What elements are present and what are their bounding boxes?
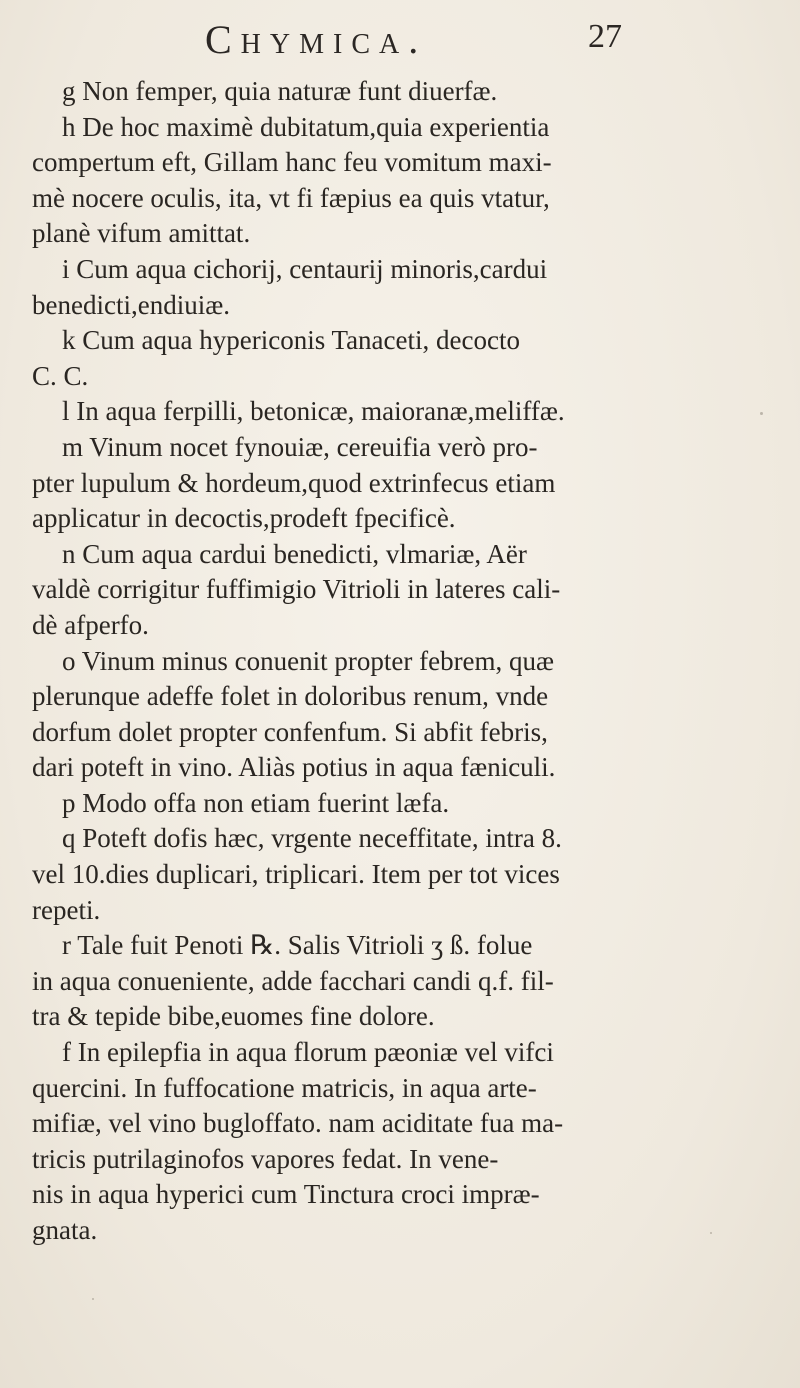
running-head: Chymica. — [205, 17, 428, 62]
text-line: tricis putrilaginofos vapores fedat. In vene- — [32, 1143, 499, 1174]
footnotes-text — [32, 74, 644, 1249]
text-line: dè afperfo. — [32, 609, 149, 640]
text-line: plerunque adeffe folet in doloribus renum, vnde — [32, 681, 549, 712]
text-line: dorfum dolet propter confenfum. Si abfit febris, — [32, 716, 548, 747]
text-line: benedicti,endiuiæ. — [32, 289, 230, 320]
text-line: m Vinum nocet fynouiæ, cereuifia verò pro- — [62, 431, 538, 462]
paper-speck — [760, 412, 763, 415]
text-line: nis in aqua hyperici cum Tinctura croci impræ- — [32, 1179, 540, 1210]
text-line: tra & tepide bibe,euomes fine dolore. — [32, 1001, 435, 1032]
paper-speck — [710, 1232, 712, 1234]
text-line: repeti. — [32, 894, 101, 925]
text-line: f In epilepfia in aqua florum pæoniæ vel vifci — [62, 1037, 554, 1068]
text-line: gnata. — [32, 1215, 98, 1245]
text-line: n Cum aqua cardui benedicti, vlmariæ, Aër — [62, 538, 527, 569]
paper-speck — [92, 1298, 94, 1300]
text-line: compertum eft, Gillam hanc feu vomitum maxi- — [32, 147, 552, 178]
text-line: C. C. — [32, 360, 89, 391]
page-number: 27 — [588, 18, 622, 55]
text-line: dari poteft in vino. Aliàs potius in aqua fæniculi. — [32, 752, 556, 783]
text-line: applicatur in decoctis,prodeft fpecificè. — [32, 503, 456, 534]
text-line: r Tale fuit Penoti ℞. Salis Vitrioli ʒ ß. folue — [62, 930, 533, 961]
text-line: vel 10.dies duplicari, triplicari. Item per tot vices — [32, 859, 560, 890]
text-line: valdè corrigitur fuffimigio Vitrioli in lateres cali- — [32, 574, 561, 605]
text-line: i Cum aqua cichorij, centaurij minoris,cardui — [62, 253, 548, 284]
text-line: in aqua conueniente, adde facchari candi q.f. fil- — [32, 965, 554, 996]
text-line: planè vifum amittat. — [32, 218, 251, 249]
text-line: q Poteft dofis hæc, vrgente neceffitate, intra 8. — [62, 823, 562, 854]
text-line: mifiæ, vel vino bugloffato. nam aciditate fua ma- — [32, 1108, 564, 1139]
text-line: k Cum aqua hypericonis Tanaceti, decocto — [62, 325, 520, 356]
text-line: pter lupulum & hordeum,quod extrinfecus etiam — [32, 467, 556, 498]
text-line: l In aqua ferpilli, betonicæ, maioranæ,meliffæ. — [62, 396, 565, 427]
text-line: mè nocere oculis, ita, vt fi fæpius ea quis vtatur, — [32, 182, 550, 213]
page-header — [0, 16, 800, 72]
text-line: o Vinum minus conuenit propter febrem, quæ — [62, 645, 555, 676]
text-line: quercini. In fuffocatione matricis, in aqua arte- — [32, 1072, 537, 1103]
text-line: h De hoc maximè dubitatum,quia experientia — [62, 111, 550, 142]
text-line: g Non femper, quia naturæ funt diuerfæ. — [62, 76, 498, 106]
text-line: p Modo offa non etiam fuerint læfa. — [62, 787, 450, 818]
